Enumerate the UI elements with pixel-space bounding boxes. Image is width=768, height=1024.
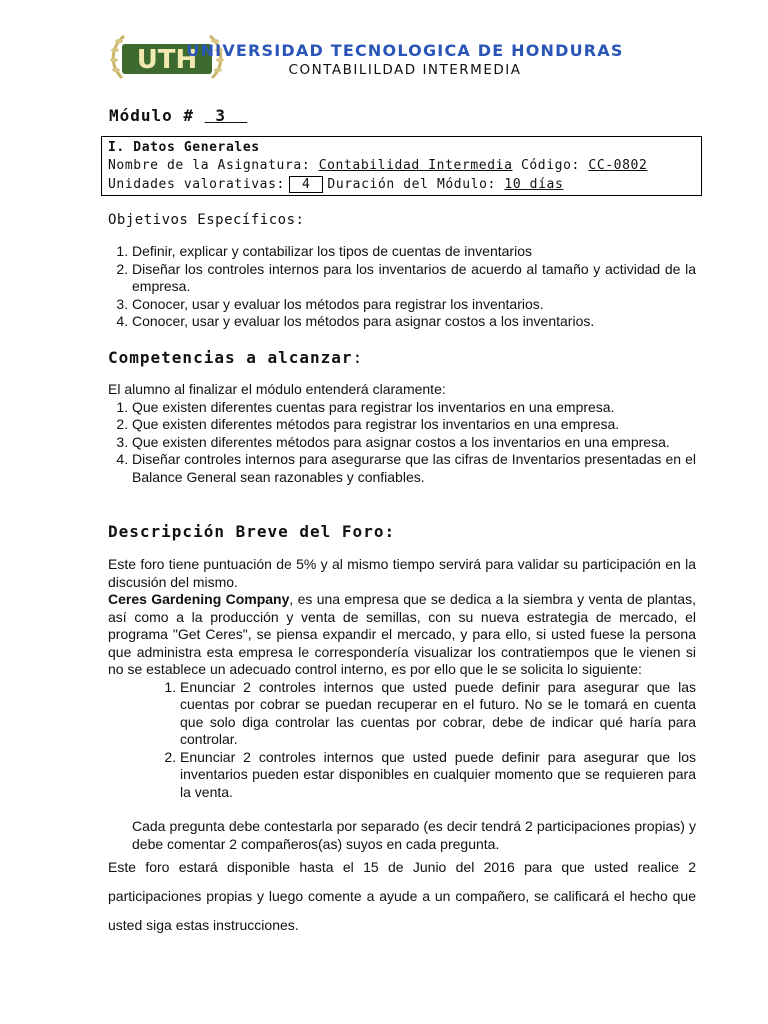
competencies-heading: Competencias a alcanzar: — [108, 348, 364, 367]
company-paragraph: Ceres Gardening Company, es una empresa que se dedica a la siembra y venta de plantas, así como a la producción y venta de semillas, con su nueva estrategia de mercado, el programa "Get Ceres", se piensa expandir el mercado, y para ello, si usted fuese la persona que administra esta empresa le correspondería visualizar los contratiempos que le vienen si no se establece un adecuado control interno, es por ello que le se solicita lo siguiente: — [108, 591, 696, 677]
objectives-heading: Objetivos Específicos: — [108, 212, 305, 228]
objectives-list-container — [108, 243, 696, 331]
instructions-paragraph: Cada pregunta debe contestarla por separado (es decir tendrá 2 participaciones propias) y debe comentar 2 compañeros(as) suyos en cada pregunta. — [132, 818, 696, 852]
svg-text:UTH: UTH — [136, 45, 198, 75]
list-item: 4. Conocer, usar y evaluar los métodos para asignar costos a los inventarios. — [132, 313, 696, 331]
list-item: 1. Que existen diferentes cuentas para registrar los inventarios en una empresa. — [132, 399, 696, 417]
general-data-title: I. Datos Generales — [108, 140, 260, 155]
duration-value: 10 días — [504, 177, 564, 192]
list-item: 3. Conocer, usar y evaluar los métodos para registrar los inventarios. — [132, 296, 696, 314]
competencies-intro: El alumno al finalizar el módulo entenderá claramente: — [108, 381, 446, 397]
list-item: 4. Diseñar controles internos para asegurarse que las cifras de Inventarios presentadas en el Balance General sean razonables y confiables. — [132, 451, 696, 486]
competencies-list — [108, 399, 696, 487]
list-item: 2. Diseñar los controles internos para los inventarios de acuerdo al tamaño y actividad de la empresa. — [132, 261, 696, 296]
units-value: 4 — [289, 176, 323, 193]
forum-questions-list — [108, 679, 696, 802]
competencies-section — [108, 381, 696, 486]
module-heading: Módulo # 3 — [109, 106, 247, 125]
forum-intro-paragraph: Este foro tiene puntuación de 5% y al mismo tiempo servirá para validar su participación en la discusión del mismo. — [108, 556, 696, 590]
general-data-box — [101, 136, 702, 196]
list-item: 2. Que existen diferentes métodos para registrar los inventarios en una empresa. — [132, 416, 696, 434]
course-subtitle: CONTABILILDAD INTERMEDIA — [288, 62, 522, 78]
list-item: 1. Enunciar 2 controles internos que usted puede definir para asegurar que las cuentas por cobrar se puedan recuperar en el futuro. No se le tomará en cuenta que solo diga controlar las cuentas por cobrar, debe de indicar qué haría para controlar. — [180, 679, 696, 749]
subject-row: Nombre de la Asignatura: Contabilidad Intermedia Código: CC-0802 — [108, 158, 648, 173]
company-name: Ceres Gardening Company — [108, 591, 290, 607]
university-title: UNIVERSIDAD TECNOLOGICA DE HONDURAS — [186, 41, 624, 60]
code-value: CC-0802 — [588, 158, 648, 173]
list-item: 2. Enunciar 2 controles internos que usted puede definir para asegurar que los inventarios pueden estar disponibles en cualquier momento que se requieren para la venta. — [180, 749, 696, 802]
forum-description-heading: Descripción Breve del Foro: — [108, 522, 396, 541]
list-item: 3. Que existen diferentes métodos para asignar costos a los inventarios en una empresa. — [132, 434, 696, 452]
availability-paragraph: Este foro estará disponible hasta el 15 de Junio del 2016 para que usted realice 2 participaciones propias y luego comente a ayude a un compañero, se calificará el hecho que usted siga estas instrucciones. — [108, 859, 696, 933]
module-number: 3 — [215, 106, 226, 125]
forum-description-section — [108, 556, 696, 940]
list-item: 1. Definir, explicar y contabilizar los tipos de cuentas de inventarios — [132, 243, 696, 261]
subject-value: Contabilidad Intermedia — [318, 158, 513, 173]
objectives-list — [108, 243, 696, 331]
units-row: Unidades valorativas: 4 Duración del Módulo: 10 días — [108, 177, 564, 192]
